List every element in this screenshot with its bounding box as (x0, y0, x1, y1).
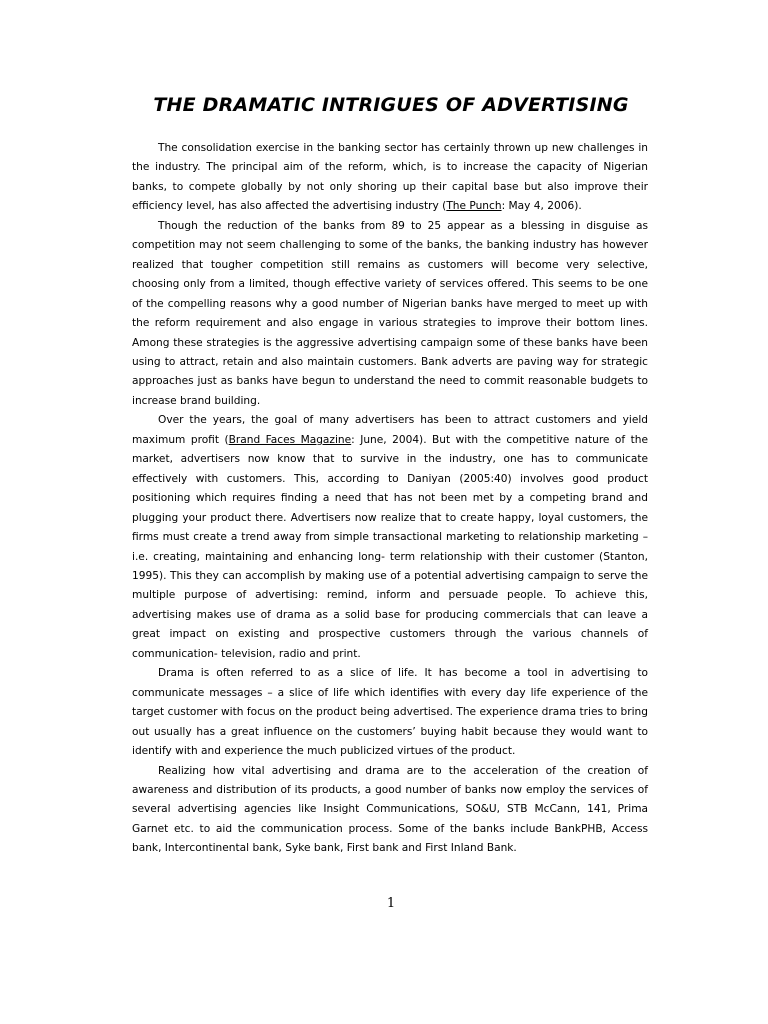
citation-the-punch: The Punch (446, 200, 502, 213)
document-body (132, 139, 648, 859)
paragraph-3-text: Over the years, the goal of many advertisers has been to attract customers and yield maximum profit ( (132, 414, 648, 446)
paragraph-4: Drama is often referred to as a slice of life. It has become a tool in advertising to communicate messages – a slice of life which identifies with every day life experience of the target customer with focus on the product being advertised. The experience drama tries to bring out usually has a great influence on the customers’ buying habit because they would want to identify with and experience the much publicized virtues of the product. (132, 667, 648, 758)
citation-brand-faces-magazine: Brand Faces Magazine (228, 433, 352, 446)
paragraph-1-text: The consolidation exercise in the banking sector has certainly thrown up new challenges in the industry. The principal aim of the reform, which, is to increase the capacity of Nigerian banks, to compete globally by not only shoring up their capital base but also improve their efficiency level, has also affected the advertising industry ( (132, 142, 648, 213)
document-title: THE DRAMATIC INTRIGUES OF ADVERTISING (153, 94, 629, 116)
paragraph-1 (132, 139, 648, 217)
paragraph-1-text-end: : May 4, 2006). (501, 200, 582, 213)
paragraph-3 (132, 411, 648, 664)
page-number: 1 (386, 896, 396, 911)
paragraph-5: Realizing how vital advertising and drama are to the acceleration of the creation of awareness and distribution of its products, a good number of banks now employ the services of several advertising agencies like Insight Communications, SO&U, STB McCann, 141, Prima Garnet etc. to aid the communication process. Some of the banks include BankPHB, Access bank, Intercontinental bank, Syke bank, First bank and First Inland Bank. (132, 764, 648, 855)
paragraph-2: Though the reduction of the banks from 89 to 25 appear as a blessing in disguise as competition may not seem challenging to some of the banks, the banking industry has however realized that tougher competition still remains as customers will become very selective, choosing only from a limited, though effective variety of services offered. This seems to be one of the compelling reasons why a good number of Nigerian banks have merged to meet up with the reform requirement and also engage in various strategies to improve their bottom lines. Among these strategies is the aggressive advertising campaign some of these banks have been using to attract, retain and also maintain customers. Bank adverts are paving way for strategic approaches just as banks have begun to understand the need to commit reasonable budgets to increase brand building. (132, 219, 648, 407)
paragraph-3-text-end: : June, 2004). But with the competitive nature of the market, advertisers now know that to survive in the industry, one has to communicate effectively with customers. This, according to Daniyan (2005:40) involves good product positioning which requires finding a need that has not been met by a competing brand and plugging your product there. Advertisers now realize that to create happy, loyal customers, the firms must create a trend away from simple transactional marketing to relationship marketing – i.e. creating, maintaining and enhancing long- term relationship with their customer (Stanton, 1995). This they can accomplish by making use of a potential advertising campaign to serve the multiple purpose of advertising: remind, inform and persuade people. To achieve this, advertising makes use of drama as a solid base for producing commercials that can leave a great impact on existing and prospective customers through the various channels of communication- television, radio and print. (132, 433, 648, 660)
